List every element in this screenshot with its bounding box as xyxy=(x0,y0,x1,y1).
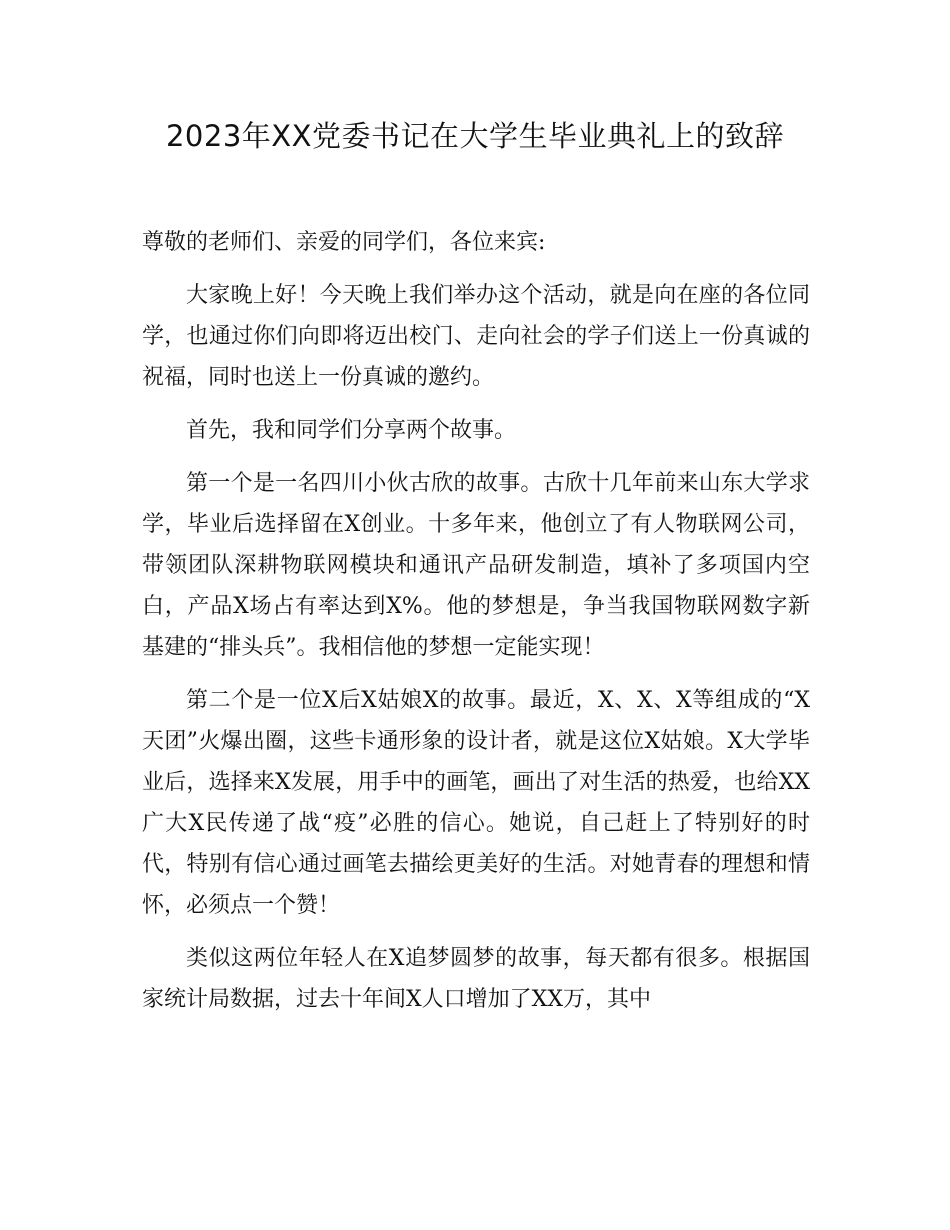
paragraph: 大家晚上好！今天晚上我们举办这个活动，就是向在座的各位同学，也通过你们向即将迈出校门、走向社会的学子们送上一份真诚的祝福，同时也送上一份真诚的邀约。 xyxy=(142,283,810,390)
paragraph: 第二个是一位X后X姑娘X的故事。最近，X、X、X等组成的“X天团”火爆出圈，这些卡通形象的设计者，就是这位X姑娘。X大学毕业后，选择来X发展，用手中的画笔，画出了对生活的热爱，也给XX广大X民传递了战“疫”必胜的信心。她说，自己赶上了特别好的时代，特别有信心通过画笔去描绘更美好的生活。对她青春的理想和情怀，必须点一个赞！ xyxy=(142,688,810,918)
document-body xyxy=(142,222,810,1032)
salutation: 尊敬的老师们、亲爱的同学们，各位来宾: xyxy=(142,230,546,255)
document-title: 2023年XX党委书记在大学生毕业典礼上的致辞 xyxy=(165,119,785,153)
paragraph: 类似这两位年轻人在X追梦圆梦的故事，每天都有很多。根据国家统计局数据，过去十年间X人口增加了XX万，其中 xyxy=(142,946,810,1012)
paragraph: 首先，我和同学们分享两个故事。 xyxy=(186,418,517,443)
paragraph: 第一个是一名四川小伙古欣的故事。古欣十几年前来山东大学求学，毕业后选择留在X创业。十多年来，他创立了有人物联网公司，带领团队深耕物联网模块和通讯产品研发制造，填补了多项国内空白，产品X场占有率达到X%。他的梦想是，争当我国物联网数字新基建的“排头兵”。我相信他的梦想一定能实现！ xyxy=(142,471,810,660)
